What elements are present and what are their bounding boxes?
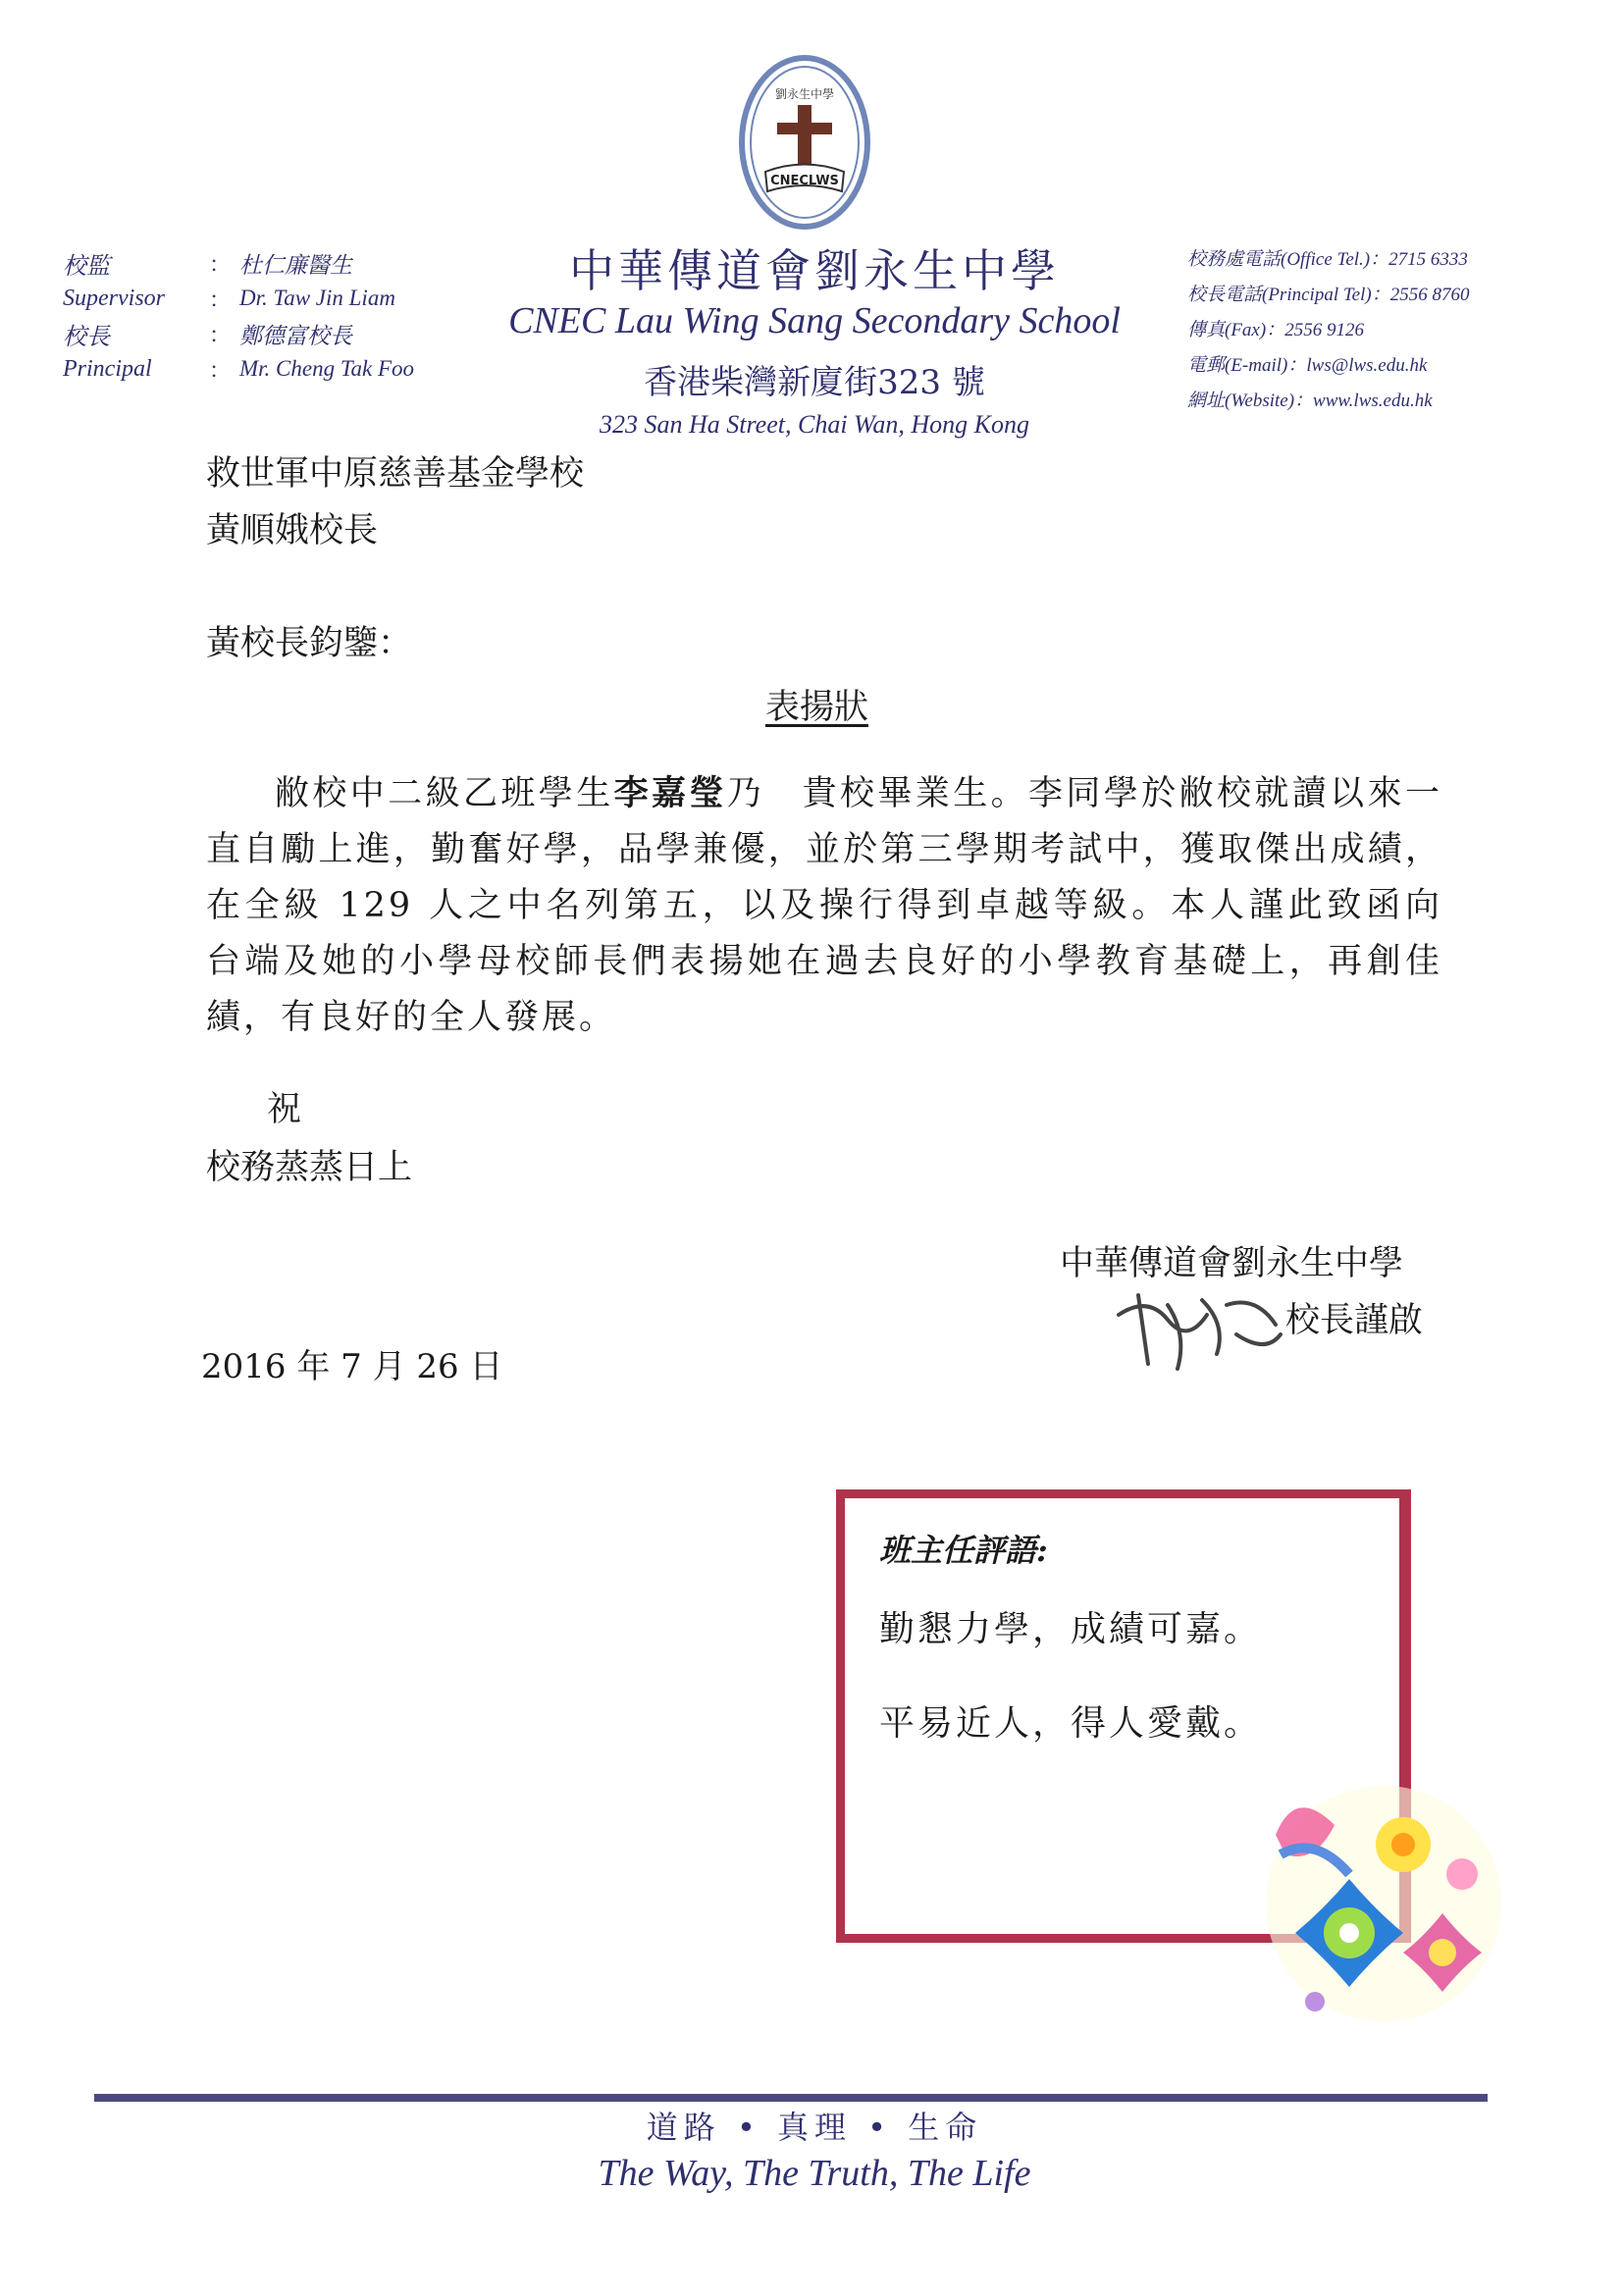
- comment-line-1: 勤懇力學，成績可嘉。: [879, 1609, 1263, 1649]
- comment-line-2: 平易近人，得人愛戴。: [879, 1703, 1263, 1744]
- staff-label: Supervisor: [63, 285, 165, 311]
- letter-date: 2016 年 7 月 26 日: [201, 1347, 503, 1386]
- staff-row: [63, 281, 485, 316]
- sign-name: 校長謹啟: [1285, 1301, 1424, 1340]
- contact-website: 網址(Website)：www.lws.edu.hk: [1187, 390, 1433, 411]
- contact-office-tel: 校務處電話(Office Tel.)：2715 6333: [1187, 248, 1468, 270]
- staff-colon: ：: [208, 323, 231, 348]
- address-en: 323 San Ha Street, Chai Wan, Hong Kong: [600, 410, 1029, 439]
- staff-colon: ：: [208, 252, 231, 278]
- staff-value: Mr. Cheng Tak Foo: [239, 356, 415, 381]
- contact-block: [1187, 239, 1599, 416]
- flower-decoration-icon: [1256, 1766, 1511, 2041]
- motto-en: The Way, The Truth, The Life: [598, 2153, 1031, 2194]
- address-zh: 香港柴灣新廈街323 號: [644, 363, 985, 402]
- para-before: 敝校中二級乙班學生: [275, 774, 614, 813]
- comment-title: 班主任評語:: [879, 1532, 1048, 1569]
- school-name-zh: 中華傳道會劉永生中學: [569, 244, 1060, 297]
- para-after: 乃 貴校畢業生。李同學於敝校就讀以來一直自勵上進，勤奮好學，品學兼優，並於第三學期考試中，獲取傑出成績，在全級 129 人之中名列第五，以及操行得到卓越等級。本人謹此致函向 台端及她的小學母校師長們表揚她在過去良好的小學教育基礎上，再創佳績，有良好的全人發展。: [206, 774, 1481, 1037]
- logo-badge-text: CNECLWS: [770, 174, 839, 188]
- staff-colon: ：: [208, 287, 231, 313]
- letter-paragraph: [206, 765, 1481, 1046]
- contact-email: 電郵(E-mail)：lws@lws.edu.hk: [1187, 354, 1428, 376]
- signature-mark: [1109, 1276, 1295, 1383]
- staff-row: [63, 245, 485, 281]
- staff-label: Principal: [63, 355, 152, 382]
- school-logo: [736, 54, 873, 231]
- staff-row: [63, 351, 485, 387]
- contact-fax: 傳真(Fax)：2556 9126: [1187, 319, 1364, 340]
- blessing-2: 校務蒸蒸日上: [206, 1148, 413, 1187]
- staff-label: 校監: [63, 253, 110, 280]
- motto-zh: 道路 • 真理 • 生命: [646, 2109, 983, 2146]
- letter-title: 表揚狀: [765, 688, 869, 727]
- staff-colon: ：: [208, 358, 231, 384]
- sign-school: 中華傳道會劉永生中學: [1060, 1244, 1404, 1283]
- staff-label: 校長: [63, 324, 110, 350]
- salutation: 黃校長鈞鑒：: [206, 624, 413, 663]
- blessing-1: 祝: [267, 1090, 302, 1129]
- contact-principal-tel: 校長電話(Principal Tel)：2556 8760: [1187, 284, 1470, 305]
- student-name: 李嘉瑩: [613, 773, 727, 813]
- recipient-school: 救世軍中原慈善基金學校: [206, 454, 585, 494]
- footer-divider: [94, 2094, 1488, 2102]
- staff-value: 鄭德富校長: [239, 323, 352, 348]
- staff-block: [63, 245, 485, 387]
- staff-value: Dr. Taw Jin Liam: [239, 286, 395, 310]
- staff-row: [63, 316, 485, 351]
- staff-value: 杜仁廉醫生: [239, 252, 352, 278]
- logo-top-text: 劉永生中學: [774, 87, 835, 101]
- school-name-en: CNEC Lau Wing Sang Secondary School: [508, 300, 1121, 341]
- recipient-name: 黃順娥校長: [206, 511, 379, 550]
